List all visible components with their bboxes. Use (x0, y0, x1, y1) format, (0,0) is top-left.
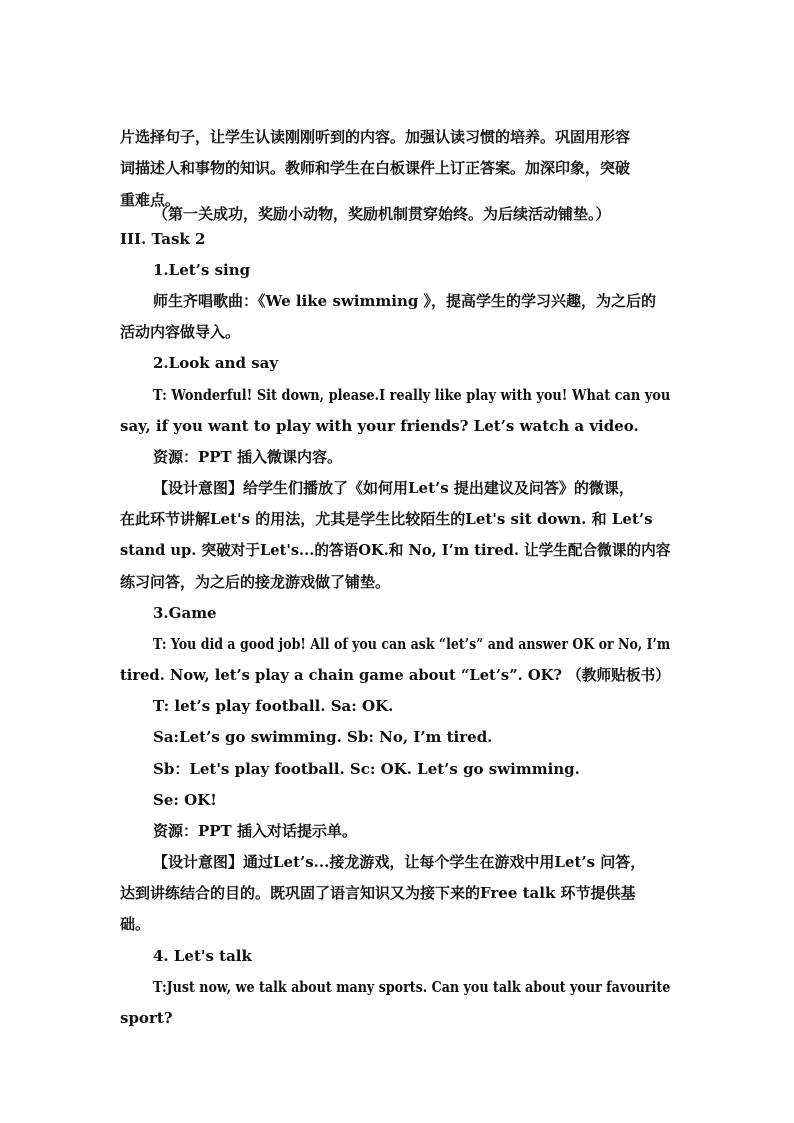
dialogue-line: sport? (120, 1009, 173, 1027)
subsection-heading: 2.Look and say (153, 354, 279, 372)
paragraph-line: 词描述人和事物的知识。教师和学生在白板课件上订正答案。加深印象，突破 (120, 159, 631, 177)
design-intent-line: 【设计意图】给学生们播放了《如何用Let’s 提出建议及问答》的微课， (153, 479, 634, 497)
dialogue-line: Sb：Let's play football. Sc: OK. Let’s go swimming. (153, 760, 580, 778)
design-intent-line: 达到讲练结合的目的。既巩固了语言知识又为接下来的Free talk 环节提供基 (120, 884, 636, 902)
design-intent-line: 础。 (120, 915, 151, 933)
dialogue-line: T: You did a good job! All of you can ask “let’s” and answer OK or No, I’m (153, 635, 671, 653)
resource-note: 资源：PPT 插入微课内容。 (153, 448, 342, 466)
dialogue-line: T: let’s play football. Sa: OK. (153, 697, 394, 715)
design-intent-line: stand up. 突破对于Let's...的答语OK.和 No, I’m tired. 让学生配合微课的内容 (120, 541, 671, 559)
subsection-heading: 3.Game (153, 604, 217, 622)
paragraph-line: 师生齐唱歌曲：《We like swimming 》，提高学生的学习兴趣，为之后的 (153, 292, 657, 310)
section-heading: III. Task 2 (120, 230, 206, 248)
dialogue-line: Sa:Let’s go swimming. Sb: No, I’m tired. (153, 728, 493, 746)
dialogue-line: T: Wonderful! Sit down, please.I really like play with you! What can you (153, 386, 671, 404)
paragraph-note: （第一关成功，奖励小动物，奖励机制贯穿始终。为后续活动铺垫。） (153, 205, 611, 223)
dialogue-line: T:Just now, we talk about many sports. Can you talk about your favourite (153, 978, 671, 996)
paragraph-line: 重难点。 (120, 191, 181, 209)
dialogue-line: Se: OK! (153, 791, 217, 809)
paragraph-line: 片选择句子，让学生认读刚刚听到的内容。加强认读习惯的培养。巩固用形容 (120, 128, 631, 146)
dialogue-line: tired. Now, let’s play a chain game about “Let’s”. OK? （教师贴板书） (120, 666, 670, 684)
subsection-heading: 4. Let's talk (153, 947, 252, 965)
paragraph-line: 活动内容做导入。 (120, 323, 241, 341)
subsection-heading: 1.Let’s sing (153, 261, 251, 279)
design-intent-line: 在此环节讲解Let's 的用法，尤其是学生比较陌生的Let's sit down. 和 Let’s (120, 510, 653, 528)
dialogue-line: say, if you want to play with your friends? Let’s watch a video. (120, 417, 639, 435)
resource-note: 资源：PPT 插入对话提示单。 (153, 822, 357, 840)
design-intent-line: 练习问答，为之后的接龙游戏做了铺垫。 (120, 573, 391, 591)
design-intent-line: 【设计意图】通过Let’s...接龙游戏，让每个学生在游戏中用Let’s 问答， (153, 853, 646, 871)
